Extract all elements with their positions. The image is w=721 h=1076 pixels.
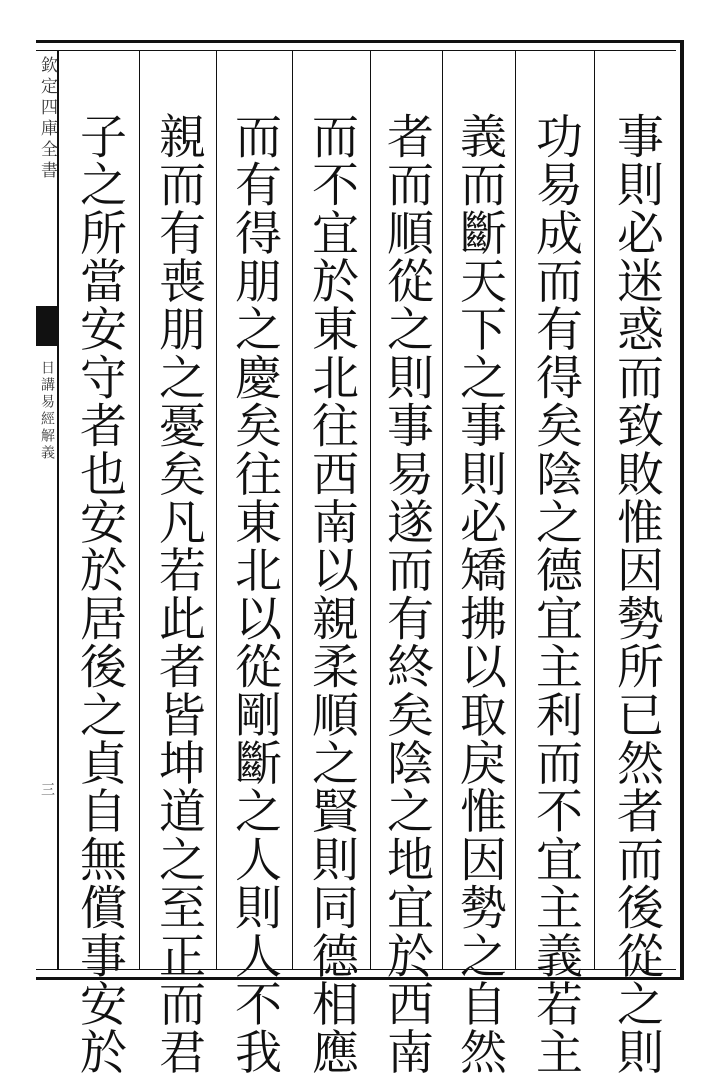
text-column-4 (370, 50, 442, 1076)
text-column-6 (216, 50, 292, 1076)
column-text: 而不宜於東北往西南以親柔順之賢則同德相應 (304, 112, 359, 1076)
margin-subtitle: 日講易經解義 (39, 360, 55, 462)
margin-title: 欽定四庫全書 (37, 56, 57, 182)
fish-tail-mark (36, 306, 58, 346)
column-text: 義而斷天下之事則必矯拂以取戾惟因勢之自然 (452, 112, 507, 1076)
column-text: 子之所當安守者也安於居後之貞自無償事安於 (72, 112, 127, 1076)
text-column-5 (292, 50, 370, 1076)
margin-band (36, 50, 58, 970)
column-text: 親而有喪朋之憂矣凡若此者皆坤道之至正而君 (151, 112, 206, 1076)
column-text: 者而順從之則事易遂而有終矣陰之地宜於西南 (379, 112, 434, 1076)
text-column-8 (58, 50, 139, 1076)
column-text: 功易成而有得矣陰之德宜主利而不宜主義若主 (528, 112, 583, 1076)
text-column-3 (442, 50, 515, 1076)
column-text: 而有得朋之慶矣往東北以從剛斷之人則人不我 (227, 112, 282, 1076)
text-column-7 (139, 50, 216, 1076)
margin-page-number: 三 (39, 782, 55, 800)
column-text: 事則必迷惑而致敗惟因勢所已然者而後從之則 (609, 112, 664, 1076)
text-column-1 (594, 50, 680, 1076)
text-column-2 (515, 50, 594, 1076)
